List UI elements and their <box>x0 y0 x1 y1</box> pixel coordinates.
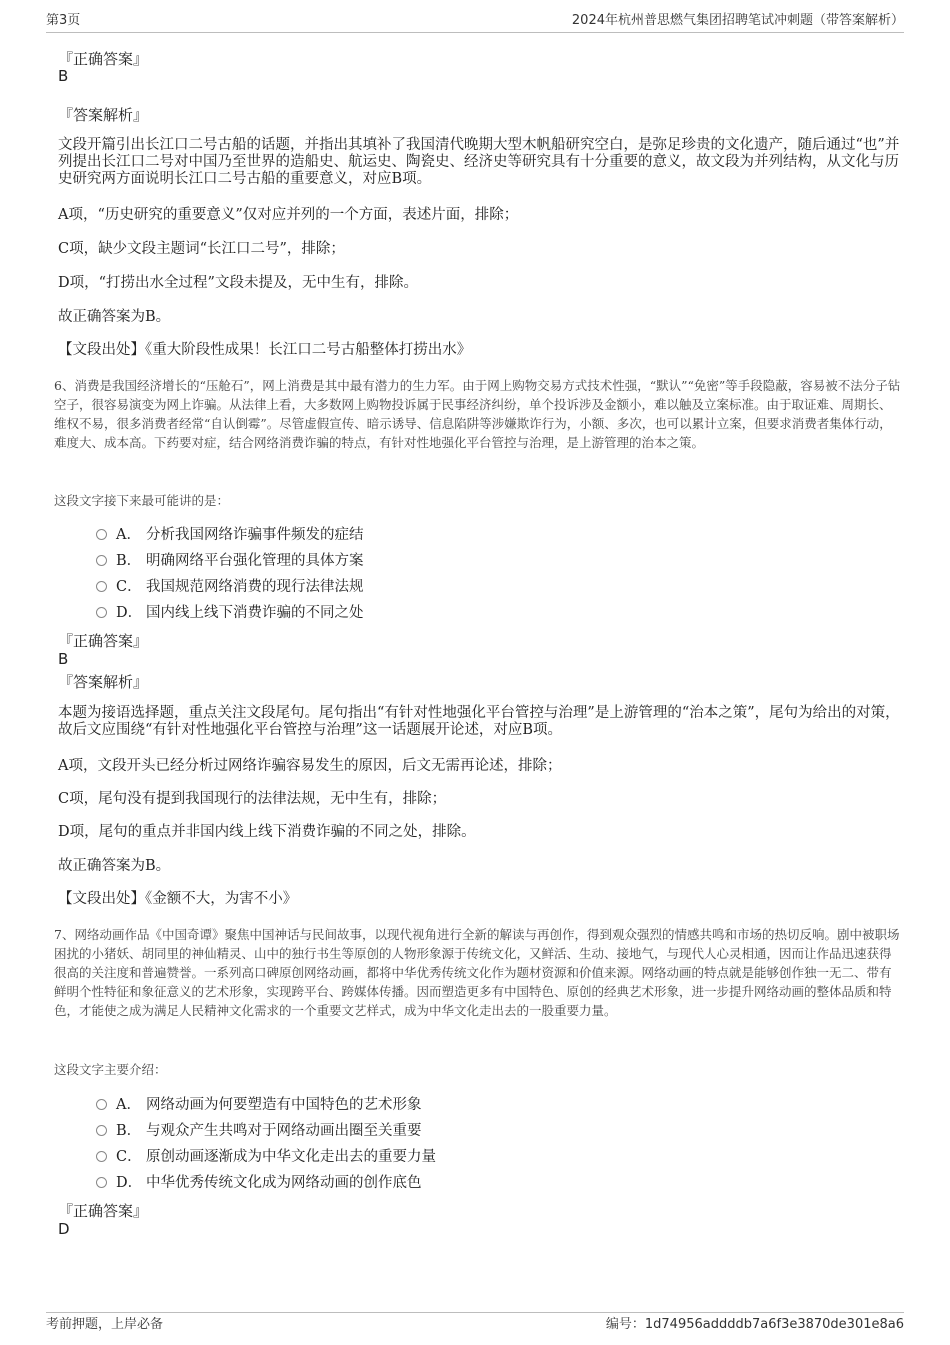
question-7-prompt: 这段文字主要介绍： <box>54 1062 167 1077</box>
analysis-label: 『答案解析』 <box>58 673 149 691</box>
question-6-stem: 6、消费是我国经济增长的“压舱石”，网上消费是其中最有潜力的生力军。由于网上购物交易方式技术性强，“默认”“免密”等手段隐蔽，容易被不法分子钻空子，很容易演变为网上诈骗。从法律上看，大多数网上购物投诉属于民事经济纠纷，单个投诉涉及金额小，难以触及立案标准。由于取证难、周期长、维权不易，很多消费者经常“自认倒霉”。尽管虚假宣传、暗示诱导、信息陷阱等涉嫌欺诈行为，小额、多次，也可以累计立案，但要求消费者集体行动，难度大、成本高。下药要对症，结合网络消费诈骗的特点，有针对性地强化平台管控与治理，是上游管理的治本之策。 <box>54 378 901 450</box>
question-6-option-a[interactable]: A． 分析我国网络诈骗事件频发的症结 <box>96 525 364 545</box>
page-footer <box>46 1312 904 1335</box>
question-6-option-c[interactable]: C． 我国规范网络消费的现行法律法规 <box>96 577 364 597</box>
radio-icon[interactable] <box>96 529 107 540</box>
question-7-option-c[interactable]: C． 原创动画逐渐成为中华文化走出去的重要力量 <box>96 1147 436 1167</box>
document-code: 编号：1d74956addddb7a6f3e3870de301e8a6 <box>605 1317 904 1332</box>
radio-icon[interactable] <box>96 1151 107 1162</box>
question-6-prompt: 这段文字接下来最可能讲的是： <box>54 493 230 508</box>
analysis-label: 『答案解析』 <box>58 106 149 124</box>
source-citation: 【文段出处】《重大阶段性成果！长江口二号古船整体打捞出水》 <box>58 342 472 358</box>
analysis-point-a: A项，“历史研究的重要意义”仅对应并列的一个方面，表述片面，排除； <box>58 207 519 223</box>
footer-slogan: 考前押题，上岸必备 <box>46 1317 164 1332</box>
radio-icon[interactable] <box>96 555 107 566</box>
question-7-option-a[interactable]: A． 网络动画为何要塑造有中国特色的艺术形象 <box>96 1095 422 1115</box>
radio-icon[interactable] <box>96 1099 107 1110</box>
analysis-point-a: A项，文段开头已经分析过网络诈骗容易发生的原因，后文无需再论述，排除； <box>58 758 562 774</box>
analysis-conclusion: 故正确答案为B。 <box>58 309 171 325</box>
answer-value: B <box>58 67 69 85</box>
question-6-option-d[interactable]: D． 国内线上线下消费诈骗的不同之处 <box>96 603 364 623</box>
page-number: 第3页 <box>46 13 81 28</box>
analysis-text: 文段开篇引出长江口二号古船的话题，并指出其填补了我国清代晚期大型木帆船研究空白，是弥足珍贵的文化遗产，随后通过“也”并列提出长江口二号对中国乃至世界的造船史、航运史、陶瓷史、经济史等研究具有十分重要的意义，故文段为并列结构，从文化与历史研究两方面说明长江口二号古船的重要意义，对应B项。 <box>58 137 900 187</box>
page-header <box>46 10 904 33</box>
radio-icon[interactable] <box>96 581 107 592</box>
answer-label: 『正确答案』 <box>58 50 149 68</box>
document-title: 2024年杭州普思燃气集团招聘笔试冲刺题（带答案解析） <box>571 13 904 28</box>
answer-value: B <box>58 650 69 668</box>
radio-icon[interactable] <box>96 607 107 618</box>
answer-label: 『正确答案』 <box>58 632 149 650</box>
source-citation: 【文段出处】《金额不大，为害不小》 <box>58 891 298 907</box>
analysis-point-d: D项，尾句的重点并非国内线上线下消费诈骗的不同之处，排除。 <box>58 824 476 840</box>
answer-label: 『正确答案』 <box>58 1202 149 1220</box>
question-7-option-b[interactable]: B． 与观众产生共鸣对于网络动画出圈至关重要 <box>96 1121 422 1141</box>
answer-value: D <box>58 1220 70 1238</box>
analysis-point-c: C项，尾句没有提到我国现行的法律法规，无中生有，排除； <box>58 791 447 807</box>
question-6-option-b[interactable]: B． 明确网络平台强化管理的具体方案 <box>96 551 364 571</box>
question-7-stem: 7、网络动画作品《中国奇谭》聚焦中国神话与民间故事，以现代视角进行全新的解读与再创作，得到观众强烈的情感共鸣和市场的热切反响。剧中被职场困扰的小猪妖、胡同里的神仙精灵、山中的独行书生等原创的人物形象源于传统文化，又鲜活、生动、接地气，与现代人心灵相通，因而让作品迅速获得很高的关注度和普遍赞誉。一系列高口碑原创网络动画，都将中华优秀传统文化作为题材资源和价值来源。网络动画的特点就是能够创作独一无二、带有鲜明个性特征和象征意义的艺术形象，实现跨平台、跨媒体传播。因而塑造更多有中国特色、原创的经典艺术形象，进一步提升网络动画的整体品质和特色，才能使之成为满足人民精神文化需求的一个重要文艺样式，成为中华文化走出去的一股重要力量。 <box>54 927 900 1018</box>
question-7-option-d[interactable]: D． 中华优秀传统文化成为网络动画的创作底色 <box>96 1173 422 1193</box>
radio-icon[interactable] <box>96 1125 107 1136</box>
analysis-point-d: D项，“打捞出水全过程”文段未提及，无中生有，排除。 <box>58 275 418 291</box>
analysis-conclusion: 故正确答案为B。 <box>58 858 171 874</box>
analysis-point-c: C项，缺少文段主题词“长江口二号”，排除； <box>58 241 345 257</box>
analysis-text: 本题为接语选择题，重点关注文段尾句。尾句指出“有针对性地强化平台管控与治理”是上游管理的“治本之策”，尾句为给出的对策，故后文应围绕“有针对性地强化平台管控与治理”这一话题展开论述，对应B项。 <box>58 705 900 738</box>
radio-icon[interactable] <box>96 1177 107 1188</box>
